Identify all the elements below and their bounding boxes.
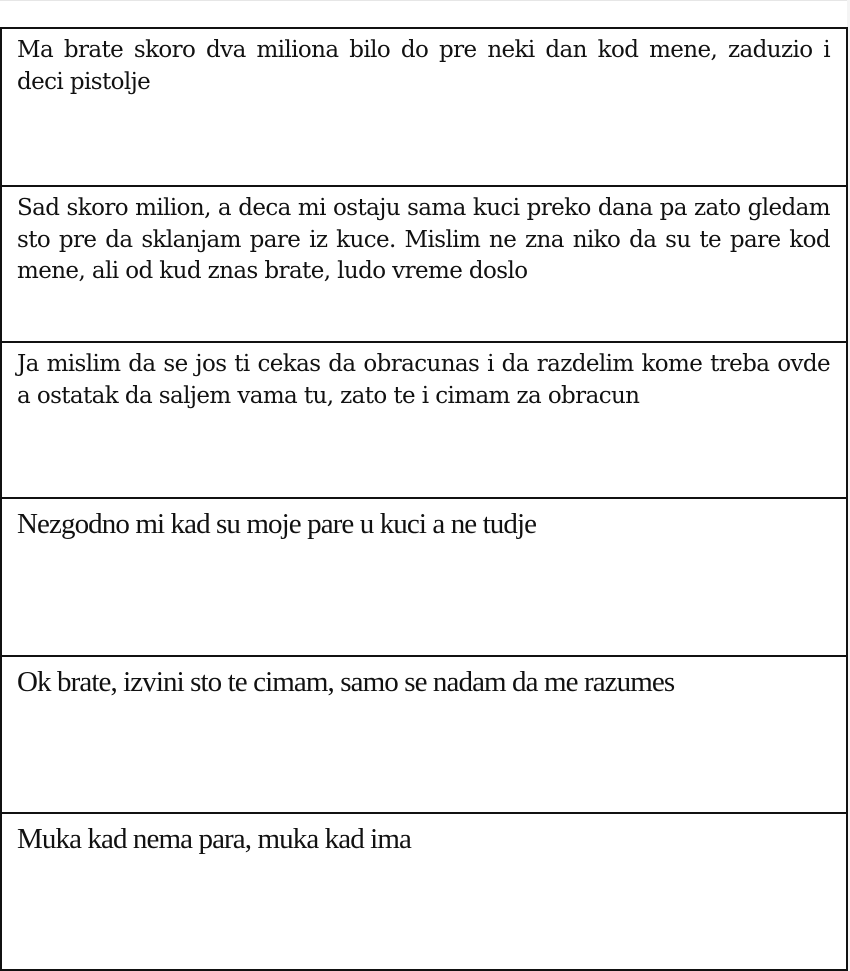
message-cell: Ma brate skoro dva miliona bilo do pre neki dan kod mene, zaduzio i deci pistolje — [1, 28, 847, 186]
message-cell: Ok brate, izvini sto te cimam, samo se nadam da me razumes — [1, 656, 847, 813]
table-row — [1, 498, 847, 656]
message-cell: Sad skoro milion, a deca mi ostaju sama kuci preko dana pa zato gledam sto pre da sklanjam pare iz kuce. Mislim ne zna niko da su te pare kod mene, ali od kud znas brate, ludo vreme doslo — [1, 186, 847, 342]
table-row — [1, 186, 847, 342]
table-row — [1, 813, 847, 970]
message-cell: Nezgodno mi kad su moje pare u kuci a ne tudje — [1, 498, 847, 656]
message-cell: Muka kad nema para, muka kad ima — [1, 813, 847, 970]
message-table — [0, 27, 848, 971]
table-row — [1, 656, 847, 813]
table-row — [1, 28, 847, 186]
top-rule — [0, 0, 850, 1]
table-row — [1, 342, 847, 498]
message-cell: Ja mislim da se jos ti cekas da obracunas i da razdelim kome treba ovde a ostatak da saljem vama tu, zato te i cimam za obracun — [1, 342, 847, 498]
